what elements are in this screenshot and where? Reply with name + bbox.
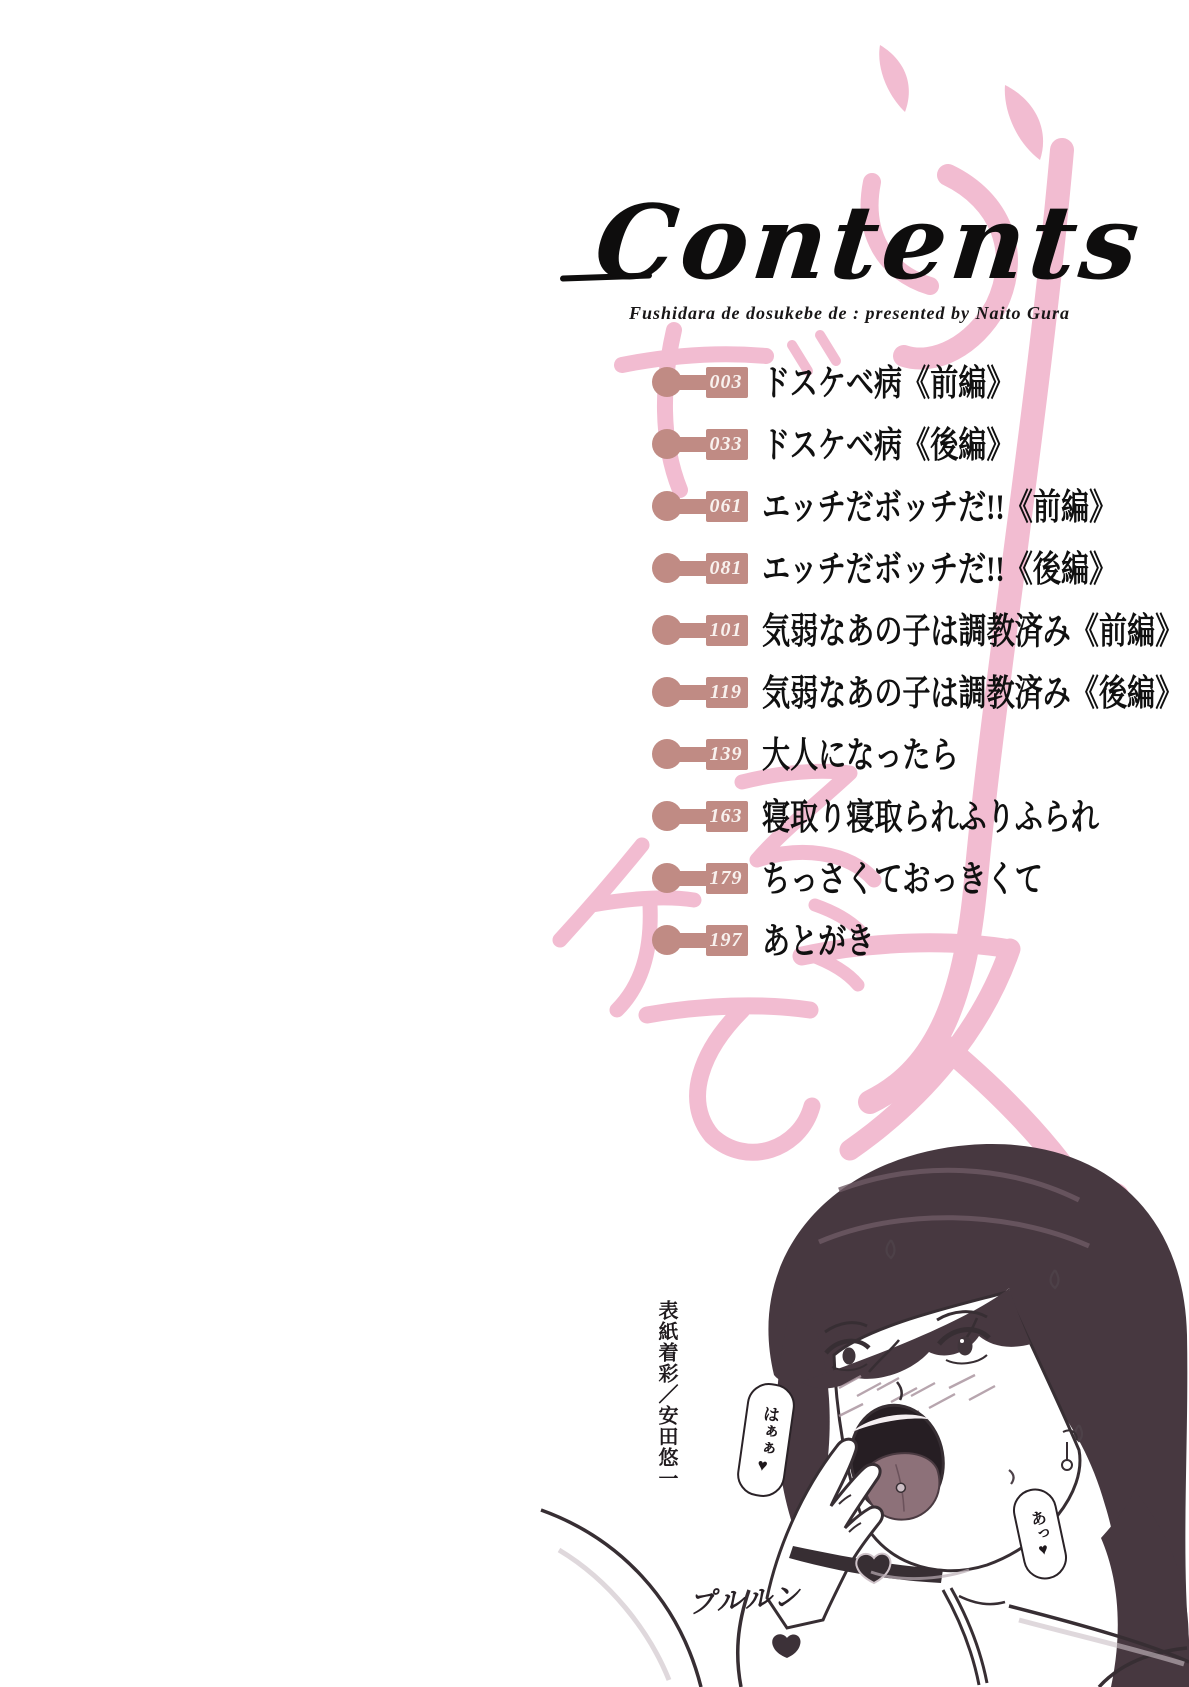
page-number: 033 bbox=[709, 433, 743, 455]
page-number: 119 bbox=[710, 681, 742, 703]
wand-page-badge bbox=[652, 367, 748, 398]
chapter-title: エッチだボッチだ!!《前編》 bbox=[762, 486, 1118, 527]
toc-entry bbox=[652, 610, 1189, 651]
toc-entry bbox=[652, 362, 1189, 403]
page-number: 139 bbox=[709, 743, 743, 765]
toc-entry bbox=[652, 486, 1189, 527]
chest-heart-icon bbox=[772, 1634, 800, 1658]
chapter-title: エッチだボッチだ!!《後編》 bbox=[762, 548, 1118, 589]
chapter-title: ドスケベ病《前編》 bbox=[762, 362, 1015, 403]
toc-entry bbox=[652, 734, 1189, 775]
wand-page-badge bbox=[652, 863, 748, 894]
page-number: 197 bbox=[709, 929, 743, 951]
toc-list bbox=[652, 362, 1189, 961]
wand-page-badge bbox=[652, 677, 748, 708]
wand-page-badge bbox=[652, 429, 748, 460]
page-title: Contents bbox=[589, 183, 1149, 303]
wand-page-badge bbox=[652, 801, 748, 832]
toc-entry bbox=[652, 920, 1189, 961]
chapter-title: ドスケベ病《後編》 bbox=[762, 424, 1015, 465]
wand-page-badge bbox=[652, 491, 748, 522]
toc-entry bbox=[652, 796, 1189, 837]
page-number: 061 bbox=[709, 495, 743, 517]
chapter-title: 気弱なあの子は調教済み《後編》 bbox=[762, 672, 1184, 713]
page-number: 081 bbox=[709, 557, 743, 579]
chapter-title: あとがき bbox=[762, 920, 875, 961]
toc-entry bbox=[652, 424, 1189, 465]
chapter-title: 大人になったら bbox=[762, 734, 959, 775]
wand-page-badge bbox=[652, 925, 748, 956]
chapter-title: 寝取り寝取られふりふられ bbox=[762, 796, 1099, 837]
speech-bubble-1-text: はぁぁ♥ bbox=[751, 1404, 781, 1476]
toc-entry bbox=[652, 548, 1189, 589]
page-number: 163 bbox=[709, 805, 743, 827]
cover-credit: 表紙着彩／安田悠一 bbox=[655, 1300, 677, 1489]
heart-buckle-icon bbox=[856, 1554, 890, 1583]
tongue-piercing bbox=[896, 1483, 906, 1493]
chapter-title: ちっさくておっきくて bbox=[762, 858, 1043, 899]
page-number: 179 bbox=[709, 867, 743, 889]
wand-page-badge bbox=[652, 553, 748, 584]
page-number: 003 bbox=[709, 371, 743, 393]
wand-page-badge bbox=[652, 739, 748, 770]
sfx-text: プルルン bbox=[687, 1581, 803, 1619]
wand-page-badge bbox=[652, 615, 748, 646]
page-number: 101 bbox=[709, 619, 743, 641]
toc-entry bbox=[652, 858, 1189, 899]
illustration bbox=[539, 1120, 1189, 1687]
speech-bubble-2-text: あっ♥ bbox=[1026, 1508, 1054, 1560]
toc-entry bbox=[652, 672, 1189, 713]
page-subtitle: Fushidara de dosukebe de : presented by Naito Gura bbox=[629, 303, 1070, 323]
chapter-title: 気弱なあの子は調教済み《前編》 bbox=[762, 610, 1184, 651]
